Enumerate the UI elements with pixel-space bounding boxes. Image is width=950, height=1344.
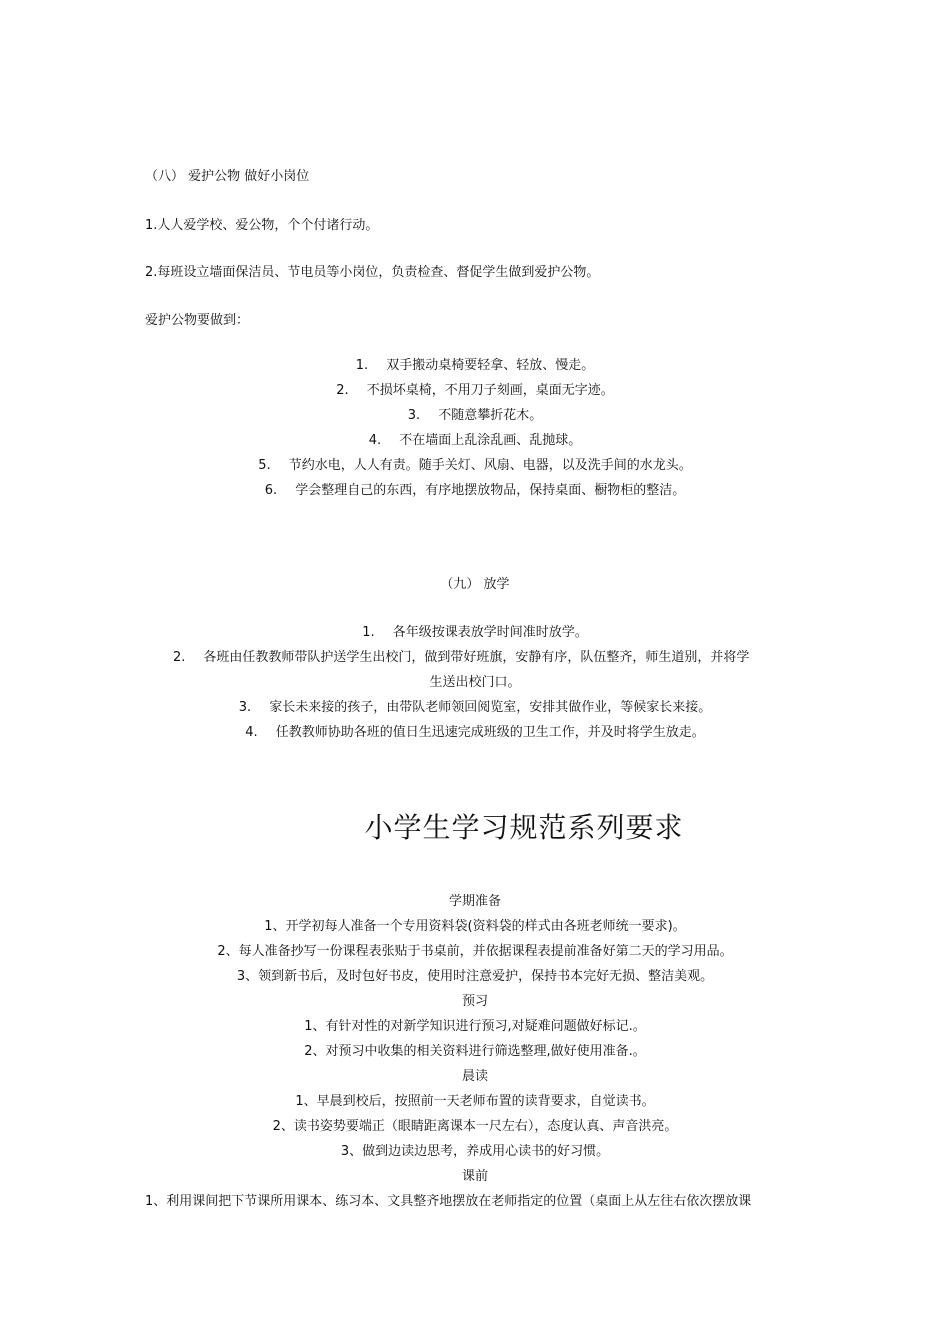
list-item: 1、开学初每人准备一个专用资料袋(资料袋的样式由各班老师统一要求)。 — [264, 919, 686, 934]
list-item: 3、做到边读边思考，养成用心读书的好习惯。 — [340, 1144, 610, 1159]
list-item: 3. 家长未来接的孩子，由带队老师领回阅览室，安排其做作业，等候家长来接。 — [238, 700, 712, 715]
section-8-heading: （八） 爱护公物 做好小岗位 — [145, 169, 310, 184]
list-item: 5. 节约水电，人人有责。随手关灯、风扇、电器，以及洗手间的水龙头。 — [258, 458, 692, 473]
list-item: 2、每人准备抄写一份课程表张贴于书桌前，并依据课程表提前准备好第二天的学习用品。 — [217, 944, 733, 959]
list-item: 1. 双手搬动桌椅要轻拿、轻放、慢走。 — [355, 358, 595, 373]
study-heading-before-class: 课前 — [461, 1169, 488, 1184]
list-item: 2、读书姿势要端正（眼睛距离课本一尺左右），态度认真、声音洪亮。 — [272, 1119, 678, 1134]
study-heading-semester: 学期准备 — [448, 894, 501, 909]
list-item: 2、对预习中收集的相关资料进行筛选整理,做好使用准备.。 — [304, 1044, 646, 1059]
section-9-heading: （九） 放学 — [440, 577, 510, 592]
list-item: 1. 各年级按课表放学时间准时放学。 — [362, 625, 588, 640]
list-item: 3. 不随意攀折花木。 — [407, 408, 543, 423]
study-heading-preview: 预习 — [461, 994, 488, 1009]
section-8-paragraph-2: 2.每班设立墙面保洁员、节电员等小岗位，负责检查、督促学生做到爱护公物。 — [145, 265, 600, 280]
list-item: 3、领到新书后，及时包好书皮，使用时注意爱护，保持书本完好无损、整洁美观。 — [236, 969, 714, 984]
section-8-paragraph-1: 1.人人爱学校、爱公物，个个付诸行动。 — [145, 218, 379, 233]
study-heading-morning-reading: 晨读 — [461, 1069, 488, 1084]
list-item: 4. 任教教师协助各班的值日生迅速完成班级的卫生工作，并及时将学生放走。 — [245, 725, 705, 740]
list-item: 2. 各班由任教教师带队护送学生出校门，做到带好班旗，安静有序，队伍整齐，师生道别，并将学 — [173, 650, 750, 665]
list-item: 2. 不损坏桌椅，不用刀子刻画，桌面无字迹。 — [336, 383, 614, 398]
page-title: 小学生学习规范系列要求 — [364, 811, 684, 844]
list-item: 4. 不在墙面上乱涂乱画、乱抛球。 — [368, 433, 582, 448]
list-item-continuation: 生送出校门口。 — [429, 675, 521, 690]
list-item: 6. 学会整理自己的东西，有序地摆放物品，保持桌面、橱物柜的整洁。 — [264, 483, 686, 498]
list-item: 1、早晨到校后，按照前一天老师布置的读背要求，自觉读书。 — [295, 1094, 655, 1109]
section-8-paragraph-3: 爱护公物要做到： — [145, 313, 250, 328]
list-item: 1、利用课间把下节课所用课本、练习本、文具整齐地摆放在老师指定的位置（桌面上从左往右依次摆放课 — [145, 1194, 752, 1209]
list-item: 1、有针对性的对新学知识进行预习,对疑难问题做好标记.。 — [304, 1019, 646, 1034]
